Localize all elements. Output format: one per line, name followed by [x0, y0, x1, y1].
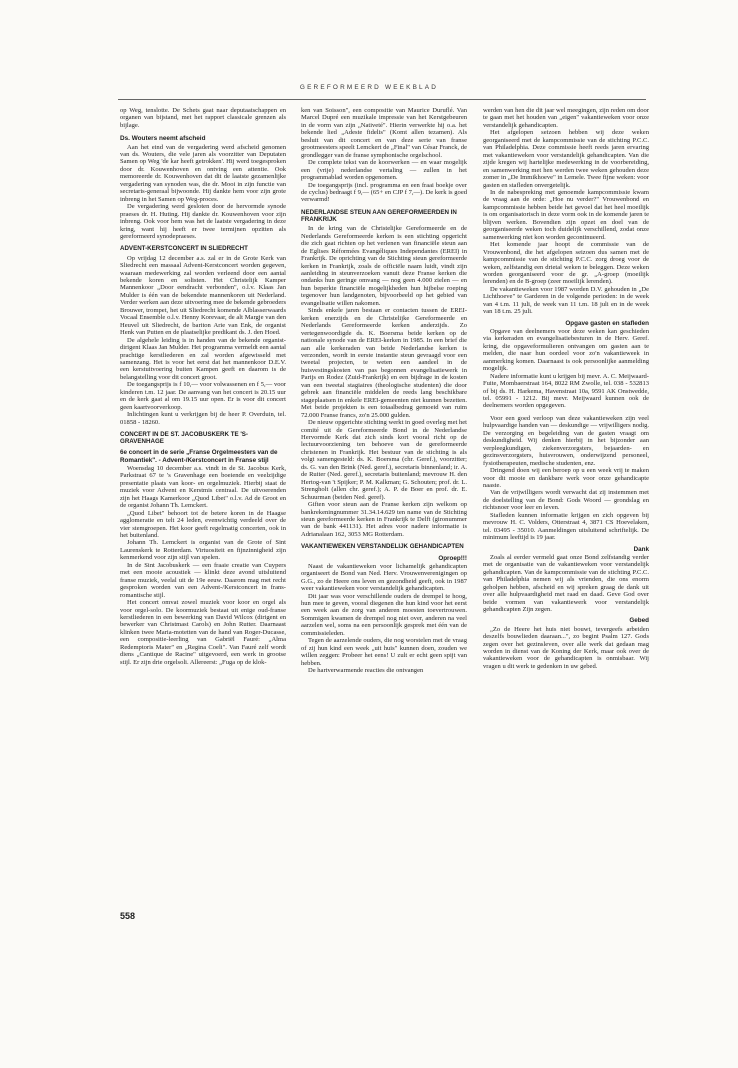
paragraph: Stafleden kunnen informatie krijgen en zich opgeven bij mevrouw H. C. Volders, Otterstraat 4, 3871 CS Hoevelaken, tel. 03495 - 35010. Aanmeldingen uitsluitend schriftelijk. De minimum leeftijd is 19 jaar.: [483, 511, 649, 542]
section-subheading: Dank: [633, 545, 649, 553]
paragraph: Inlichtingen kunt u verkrijgen bij de heer P. Overduin, tel. 01858 - 18260.: [120, 411, 286, 426]
paragraph: De nieuw opgerichte stichting werkt in goed overleg met het comité uit de Gereformeerde Bond in de Nederlandse Hervormde Kerk dat zich sinds kort vooral richt op de lectuurvoorziening ten behoeve van de gereformeerde christenen in Frankrijk. Het bestuur van de stichting is als volgt samengesteld: ds. K. Boersma (chr. Geref.), voorzitter; ds. G. van den Brink (Ned. geref.), secretaris binnenland; ir. A. de Ruiter (Ned. geref.), secretaris buitenland; mevrouw H. den Hertog-van 't Spijker; P. M. Kalkman; G. Schouten; prof. dr. L. Strengholt (allen chr. geref.); A. P. de Boer en prof. dr. E. Schuurman (beiden Ned. geref).: [301, 419, 467, 501]
paragraph: Het komende jaar hoopt de commissie van de Vrouwenbond, die het afgelopen seizoen dus samen met de kampcommissie van de stichting P.C.C. zorg droeg voor de weken, zelfstandig een drietal weken te beleggen. Deze weken worden georganiseerd voor de gr. „A-groep (moeilijk lerenden) en de B-groep (zeer moeilijk lerenden).: [483, 241, 649, 286]
paragraph: De vergadering werd gesloten door de hervormde synode praeses dr. H. Huting. Hij dankte dr. Kouwenhoven voor zijn inbreng. Ook voor hem was het de laatste vergadering in deze kring, want hij heeft er twee termijnen opzitten als gereformeerd synodepraeses.: [120, 203, 286, 240]
paragraph: De toegangsprijs (incl. programma en een fraai boekje over de cyclus) bedraagt f 9,— (65+ en CJP f 7,—). De kerk is goed verwarmd!: [301, 181, 467, 204]
article-heading: CONCERT IN DE ST. JACOBUSKERK TE 'S-GRAVENHAGE: [120, 431, 248, 446]
paragraph: Het concert omvat zowel muziek voor koor en orgel als voor orgel-solo. De koormuziek bestaat uit enige oud-franse kerstliederen in een bewerking van David Wilcox (dirigent en bewerker van Christmast Carols) en John Rutter. Daarnaast klinken twee Maria-motetten van de hand van Roger-Ducasse, een compositie-leerling van Gabriël Fauré: „Alma Redemptoris Mater" en „Regina Coeli". Van Fauré zelf wordt diens „Cantique de Racine" uitgevoerd, een werk in grootse stijl. Er zijn drie orgelsoli. Allereerst: „Fuga op de klok-: [120, 599, 286, 666]
paragraph: „Quod Libet" behoort tot de betere koren in de Haagse agglomeratie en telt 24 leden, evenwichtig verdeeld over de vier stemgroepen. Het koor geeft regelmatig concerten, ook in het buitenland.: [120, 509, 286, 539]
article-heading: VAKANTIEWEKEN VERSTANDELIJK GEHANDICAPTEN: [301, 543, 464, 551]
paragraph: Dringend doen wij een beroep op u een week vrij te maken voor dit mooie en dankbare werk voor onze gehandicapte naaste.: [483, 467, 649, 489]
subheading: Ds. Wouters neemt afscheid: [120, 135, 206, 143]
paragraph: ken van Soisson", een compositie van Maurice Duruflé. Van Marcel Dupré een muzikale impressie van het Kerstgebeuren in de vorm van zijn „Nativeté". Hierin verwerkte hij o.a. het bekende lied „Adeste fidelis" (Komt allen tezamen). Als besluit van dit concert en van deze serie van franse grootmeesters speelt Lemckert de „Final" van César Franck, de grondlegger van de franse symphonische orgelschool.: [301, 107, 467, 159]
section-subheading: Gebed: [629, 617, 649, 625]
paragraph: Op vrijdag 12 december a.s. zal er in de Grote Kerk van Sliedrecht een massaal Advent-Kerstconcert worden gegeven, waaraan medewerking zal worden verleend door een aantal bekende koren en solisten. Het Christelijk Kamper Mannenkoor „Door eendracht verbonden", o.l.v. Klaas Jan Mulder is één van de bekendste mannenkoren uit Nederland. Verder werken aan deze uitvoering mee de bekende gebroeders Brouwer, trompet, het uit Sliedrecht komende Alblasserwaards Vocaal Ensemble o.l.v. Henny Korevaar, de alt Margje van den Heuvel uit Sliedrecht, de bariton Arie van Enk, de organist Henk van Putten en de plaatselijke predikant ds. J. den Hoed.: [120, 254, 286, 337]
running-header: GEREFORMEERD WEEKBLAD: [299, 84, 439, 91]
page-number: 558: [120, 911, 136, 921]
paragraph: De hartverwarmende reacties die ontvangen: [308, 667, 424, 675]
column-1: [120, 107, 286, 666]
paragraph: „Zo de Heere het huis niet bouwt, tevergeefs arbeiden deszelfs bouwlieden daaraan...", zo begint Psalm 127. Gods zegen over het gezinsleven, over alle werk dat gedaan mag worden in dienst van de Koning der Kerk, maar ook over de vakantieweken voor de gehandicapten is onmisbaar. Wij vragen u dit werk te gedenken in uw gebed.: [483, 625, 649, 670]
paragraph: In de Sint Jacobuskerk — een fraaie creatie van Cuypers met een mooie acoustiek — klinkt deze avond uitsluitend franse muziek, veelal uit de 19e eeuw. Daarom mag met recht gesproken worden van een Advent-/Kerstconcert in frans-romantische stijl.: [120, 561, 286, 599]
paragraph: werden van hen die dit jaar wel meegingen, zijn reden om door te gaan met het houden van „eigen" vakantieweken voor onze verstandelijk gehandicapten.: [483, 107, 649, 129]
article-subtitle: 6e concert in de serie „Franse Orgelmeesters van de Romantiek". - Advent-/Kerstconcert in Franse stijl: [120, 449, 278, 464]
paragraph: Het afgelopen seizoen hebben wij deze weken georganiseerd met de kampcommissie van de stichting P.C.C. van Philadelphia. Deze commissie heeft reeds jaren ervaring met vakantieweken voor verstandelijk gehandicapten. Van die zijde kregen wij hartelijke medewerking in de voorbereiding, en samenwerking met hen werden twee weken gehouden deze zomer in „De Immikhoeve" in Lemele. Twee fijne weken: voor gasten en stafleden onvergetelijk.: [483, 129, 649, 189]
paragraph: In de nabespreking met genoemde kampcommissie kwam de vraag aan de orde: „Hoe nu verder?" Vrouwenbond en kampcommissie hebben beide het gevoel dat het heel moeilijk is om organisatorisch in deze vorm ook in de komende jaren te blijven werken. Bovendien zijn opzet en doel van de georganiseerde weken toch duidelijk verschillend, zodat onze samenwerking niet kon worden gecontinueerd.: [483, 188, 649, 241]
column-2: [301, 107, 467, 675]
paragraph: Tegen de aarzelende ouders, die nog worstelen met de vraag of zij hun kind een week „uit huis" kunnen doen, zouden we willen zeggen: Probeer het eens! U zult er echt geen spijt van hebben.: [301, 637, 467, 667]
paragraph: Opgave van deelnemers voor deze weken kan geschieden via kerkeraden en evangelisatiebesturen in de Herv. Geref. kring, die opgaveformulieren ontvangen om gasten aan te melden, die naar hun oordeel voor zo'n vakantieweek in aanmerking komen. Daarnaast is ook persoonlijke aanmelding mogelijk.: [483, 327, 649, 373]
paragraph: Van de vrijwilligers wordt verwacht dat zij instemmen met de doelstelling van de Bond: Gods Woord — grondslag en richtsnoer voor leer en leven.: [483, 489, 649, 512]
paragraph: Zoals al eerder vermeld gaat onze Bond zelfstandig verder met de organisatie van de vakantieweken voor verstandelijk gehandicapten. Van de kampcommissie van de stichting P.C.C. van Philadelphia nemen wij als vrienden, die ons enorm geholpen hebben, afscheid en wij spreken graag de dank uit over alle hulpvaardigheid met raad en daad. Geve God over beide vormen van vakantiewerk voor verstandelijk gehandicapten Zijn zegen.: [483, 553, 649, 613]
paragraph: Giften voor steun aan de Franse kerken zijn welkom op bankrekeningnummer 31.34.14.629 ten name van de Stichting steun gereformeerde kerken in Frankrijk te Delft (gironummer van de bank 441131). Het adres voor nadere informatie is Adrianalaan 162, 3053 MG Rotterdam.: [301, 501, 467, 538]
paragraph: Naast de vakantieweken voor lichamelijk gehandicapten organiseert de Bond van Ned. Herv. Vrouwenverenigingen op G.G., zo de Heere ons leven en gezondheid geeft, ook in 1987 weer vakantieweken voor verstandelijk gehandicapten.: [301, 562, 467, 593]
article-heading: NEDERLANDSE STEUN AAN GEREFORMEERDEN IN FRANKRIJK: [301, 208, 457, 224]
article-heading: ADVENT-KERSTCONCERT IN SLIEDRECHT: [120, 245, 248, 253]
paragraph: Johann Th. Lemckert is organist van de Grote of Sint Laurenskerk te Rotterdam. Virtuositeit en fijnzinnigheid zijn kenmerkend voor zijn stijl van spelen.: [120, 539, 286, 562]
header-rule: [118, 99, 646, 100]
paragraph: Aan het eind van de vergadering werd afscheid genomen van ds. Wouters, die vele jaren als voorzitter van Deputaten Samen op Weg 'de kar heeft getrokken'. Hij werd toegesproken door dr. Kouwenhoven en ontving een attentie. Ook memoreerde dr. Kouwenhoven dat dit de laatste gezamenlijke vergadering van synoden was, die dr. Mooi in zijn functie van secretaris-generaal bijwoonde. Hij dankte hem voor zijn grote inbreng in het Samen op Weg-proces.: [120, 143, 286, 203]
column-3: [483, 107, 649, 670]
paragraph: Nadere informatie kunt u krijgen bij mevr. A. C. Meijwaard-Fuite, Mombaerstraat 164, 8022 RM Zwolle, tel. 038 - 532813 of bij ds. H. Harkema, Havenstraat 10a, 9591 AK Onstwedde, tel. 05991 - 1212. Bij mevr. Meijwaard kunnen ook de deelnemers worden opgegeven.: [483, 372, 649, 410]
paragraph: Sinds enkele jaren bestaan er contacten tussen de EREI-kerken enerzijds en de Christelijke Gereformeerde en Nederlands Gereformeerde kerken anderzijds. Zo vertegenwoordigde ds. K. Boersma beide kerken op de nationale synode van de EREI-kerken in 1985. In een brief die aan alle kerkeraden van beide Nederlandse kerken is verzonden, wordt in eerste instantie steun gevraagd voor een tweetal projecten, te weten een aandeel in de huisvestingskosten van pas begonnen evangelisatiewerk in Parijs en Rodez (Zuid-Frankrijk) en een bijdrage in de kosten van een tweetal stagiaires (theologische studenten) die door gebrek aan financiële middelen de reeds lang beschikbare stageplaatsen in enkele EREI-gemeenten niet kunnen bezetten. Met beide projekten is een totaalbedrag gemoeid van ruim 72.000 Franse francs, zo'n 25.000 gulden.: [301, 307, 467, 419]
paragraph: Woensdag 10 december a.s. vindt in de St. Jacobus Kerk, Parkstraat 67 te 's Gravenhage een boeiende en veelzijdige presentatie plaats van koor- en orgelmuziek. Hierbij staat de muziek voor Advent en Kerstmis centraal. De uitvoerenden zijn het Haags Kamerkoor „Quod Libet" o.l.v. Ad de Groot en de organist Johann Th. Lemckert.: [120, 464, 286, 510]
paragraph: De toegangsprijs is f 10,— voor volwassenen en f 5,— voor kinderen t.m. 12 jaar. De aanvang van het concert is 20.15 uur en de kerk gaat al om 19.15 uur open. Er is voor dit concert geen kaartvoorverkoop.: [120, 381, 286, 411]
paragraph: op Weg, tenslotte. De Schets gaat naar deputaatschappen en organen van bijstand, met het rapport classicale grenzen als bijlage.: [120, 107, 286, 129]
section-subheading: Opgave gasten en stafleden: [565, 319, 649, 327]
paragraph: De algehele leiding is in handen van de bekende organist-dirigent Klaas Jan Mulder. Het programma vermeldt een aantal prachtige kerstliederen en zal worden afgewisseld met samenzang. Het is voor het eerst dat het mannenkoor D.E.V. een kerstuitvoering buiten Kampen geeft en daarom is de belangstelling voor dit concert groot.: [120, 336, 286, 381]
paragraph: In de kring van de Christelijke Gereformeerde en de Nederlands Gereformeerde kerken is een stichting opgericht die zich gaat richten op het verlenen van financiële steun aan de Eglises Réformées Evangéliques Independantes (EREI) in Frankrijk. De oprichting van de Stichting steun gereformeerde kerken in Frankrijk, zoals de officiële naam luidt, vindt zijn aanleiding in steunverzoeken vanuit deze Franse kerken die ondanks hun geringe omvang — nog geen 4.000 zielen — en hun beperkte financiële mogelijkheden hun hijbelse roeping tegenover hun landgenoten, bijvoorbeeld op het gebied van evangelisatie willen nakomen.: [301, 225, 467, 307]
paragraph: Dit jaar was voor verschillende ouders de drempel te hoog, hun mee te geven, vooral diegenen die hun kind voor het eerst een week aan de zorg van anderen moesten toevertrouwen. Sommigen kwamen de drempel nog niet over, anderen na veel aarzelen wel, soms na een persoonlijk gesprek met één van de commissieleden.: [301, 592, 467, 637]
section-subheading: Oproep!!!: [438, 554, 467, 562]
paragraph: Voor een goed verloop van deze vakantieweken zijn veel hulpvaardige handen van — deskundige — vrijwilligers nodig. De verzorging en begeleiding van de gasten vraagt om deskundigheid. Wij denken hierbij in het bijzonder aan verpleegkundigen, ziekenverzorgsters, bejaarden- en gezinsverzorgsters, huisvrouwen, onderwijzend personeel, fysiotherapeuten, medische studenten, enz.: [483, 414, 649, 467]
paragraph: De vakantieweken voor 1987 worden D.V. gehouden in „De Lichthoeve" te Garderen in de volgende perioden: in de week van 4 t.m. 11 juli, de week van 11 t.m. 18 juli en in de week van 18 t.m. 25 juli.: [483, 285, 649, 316]
paragraph: De complete tekst van de koorwerken — en waar mogelijk een (vrije) nederlandse vertaling — zullen in het programmablad worden opgenomen.: [301, 159, 467, 182]
